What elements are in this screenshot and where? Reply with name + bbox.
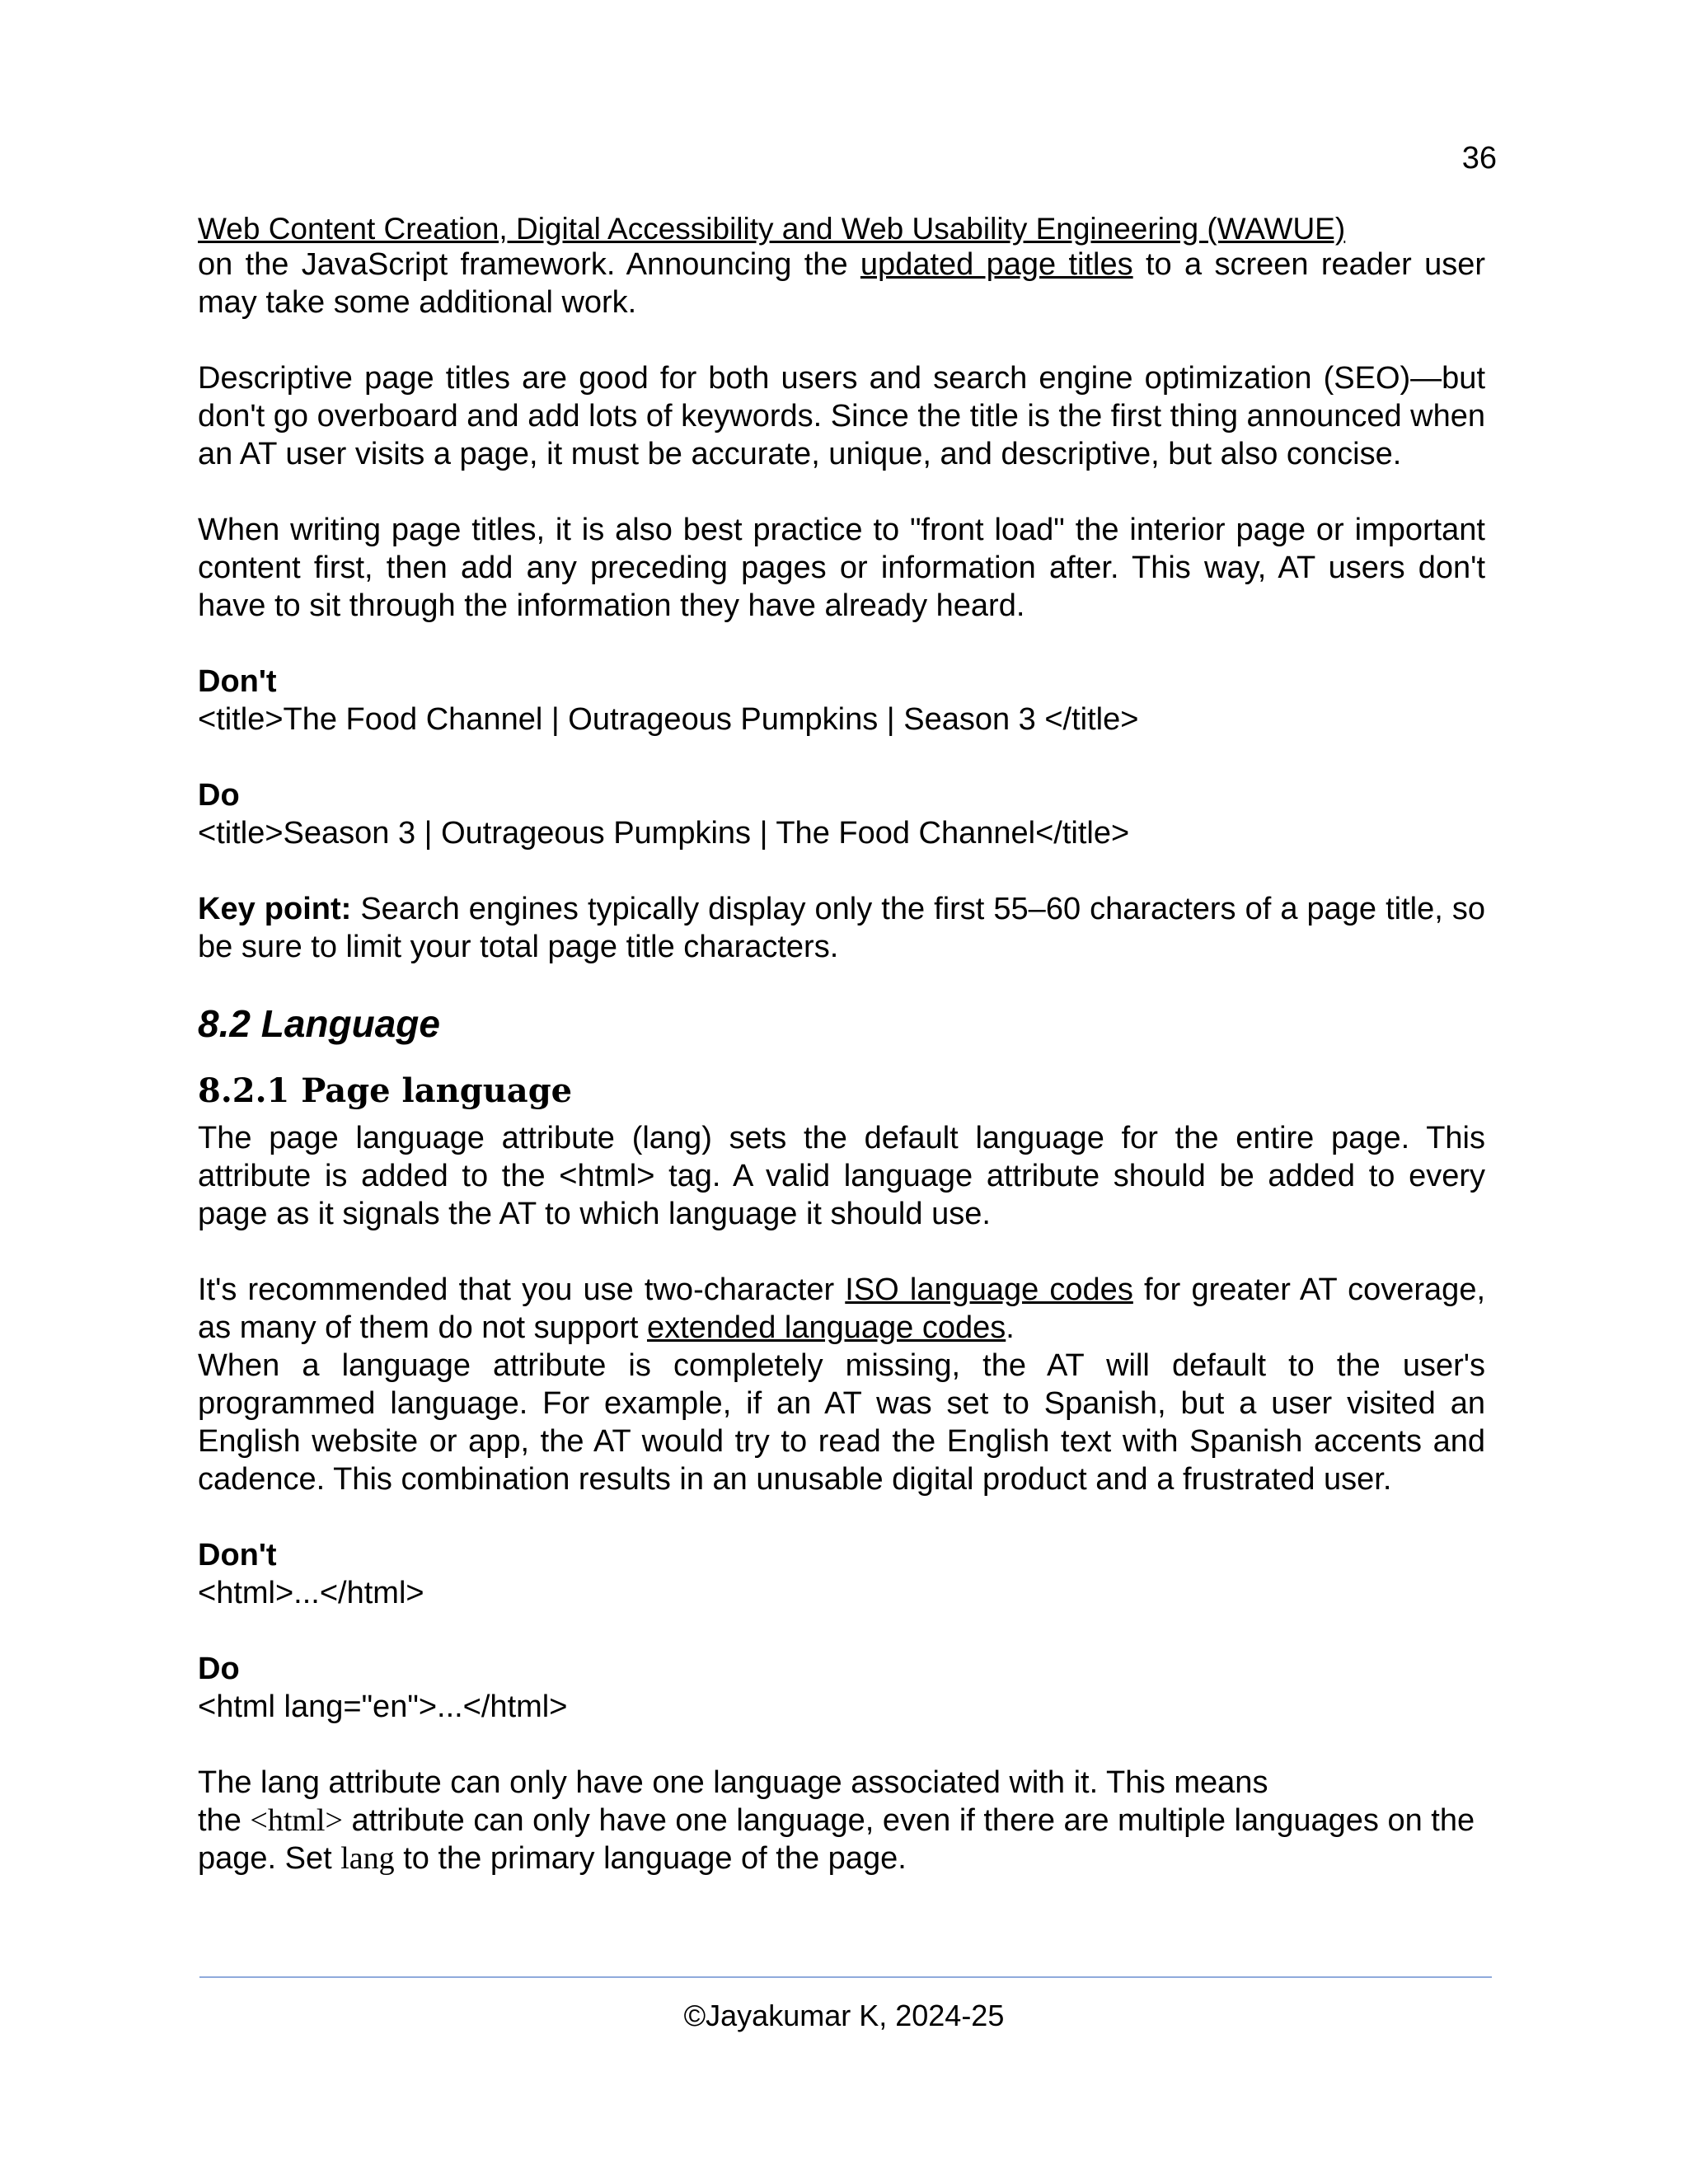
- dont-code-example: <title>The Food Channel | Outrageous Pumpkins | Season 3 </title>: [198, 702, 1139, 737]
- paragraph-text: .: [1006, 1310, 1015, 1345]
- paragraph-6: When a language attribute is completely missing, the AT will default to the user's programmed language. For example, if an AT was set to Spanish, but a user visited an English website or app, the AT would try to read the English text with Spanish accents and cadence. This combination results in an unusable digital product and a frustrated user.: [198, 1348, 1485, 1497]
- inline-code-lang: lang: [340, 1841, 395, 1876]
- updated-page-titles-link[interactable]: updated page titles: [860, 247, 1133, 282]
- extended-language-codes-link[interactable]: extended language codes: [646, 1310, 1006, 1345]
- paragraph-1: [198, 246, 1485, 321]
- paragraph-text: the: [198, 1803, 251, 1838]
- paragraph-2: Descriptive page titles are good for both users and search engine optimization (SEO)—but don't go overboard and add lots of keywords. Since the title is the first thing announced when an AT user visits a page, it must be accurate, unique, and descriptive, but also concise.: [198, 361, 1486, 471]
- key-point: [198, 890, 1485, 966]
- subsection-heading: 8.2.1 Page language: [198, 1071, 573, 1110]
- do-label: Do: [198, 1652, 240, 1686]
- paragraph-7-rest: [198, 1802, 1485, 1877]
- do-label: Do: [198, 778, 240, 813]
- inline-code-html: <html>: [250, 1803, 343, 1838]
- paragraph-7: [198, 1764, 1485, 1877]
- paragraph-3: When writing page titles, it is also best practice to "front load" the interior page or important content first, then add any preceding pages or information after. This way, AT users don't have to sit through the information they have already heard.: [198, 513, 1485, 623]
- do-code-example: <title>Season 3 | Outrageous Pumpkins | The Food Channel</title>: [198, 816, 1130, 851]
- paragraph-4: The page language attribute (lang) sets the default language for the entire page. This attribute is added to the <html> tag. A valid language attribute should be added to every page as it signals the AT to which language it should use.: [198, 1121, 1485, 1231]
- paragraph-text: for greater AT coverage, as many of them do not support: [198, 1272, 1486, 1345]
- section-heading: 8.2 Language: [198, 1002, 440, 1045]
- dont-label: Don't: [198, 1538, 277, 1572]
- paragraph-5: [198, 1271, 1485, 1347]
- dont-code-example: <html>...</html>: [198, 1576, 424, 1610]
- paragraph-7-line-1: The lang attribute can only have one language associated with it. This means: [198, 1765, 1268, 1800]
- paragraph-text: attribute can only have one language, even if there are multiple languages on the page. Set: [198, 1803, 1475, 1876]
- paragraph-text: to a screen reader user may take some additional work.: [198, 247, 1485, 320]
- page-content: [198, 213, 1485, 1877]
- iso-language-codes-link[interactable]: ISO language codes: [845, 1272, 1133, 1307]
- do-code-example: <html lang="en">...</html>: [198, 1690, 568, 1724]
- paragraph-text: It's recommended that you use two-character: [198, 1272, 846, 1307]
- dont-label: Don't: [198, 664, 277, 699]
- key-point-text: Search engines typically display only the first 55–60 characters of a page title, so be sure to limit your total page title characters.: [198, 892, 1485, 964]
- key-point-label: Key point:: [198, 892, 352, 926]
- running-header: Web Content Creation, Digital Accessibility and Web Usability Engineering (WAWUE): [198, 212, 1346, 246]
- footer-divider: [199, 1976, 1492, 1978]
- footer-copyright: ©Jayakumar K, 2024-25: [683, 1999, 1005, 2032]
- paragraph-text: on the JavaScript framework. Announcing the: [198, 247, 860, 282]
- page-number: 36: [1461, 141, 1497, 176]
- paragraph-text: to the primary language of the page.: [394, 1841, 907, 1876]
